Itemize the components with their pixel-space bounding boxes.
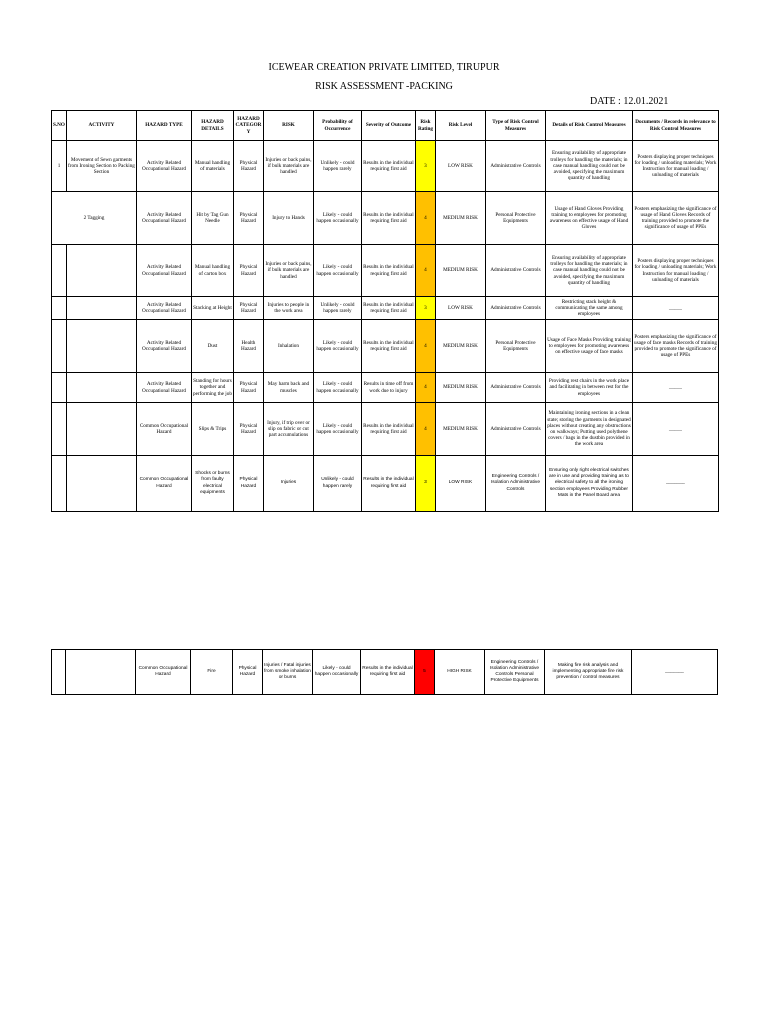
cell-risk: Injuries to people in the work area <box>263 297 313 320</box>
cell-probability: Unlikely - could happen rarely <box>313 297 361 320</box>
cell-hazard-details: Standing for hours together and performing the job <box>191 373 233 403</box>
cell-severity: Results in the individual requiring first aid <box>361 320 415 373</box>
cell-risk-rating: 3 <box>415 297 435 320</box>
cell-control-type: Administrative Controls <box>485 245 545 297</box>
cell-control-details: Maintaining ironing sections in a clean state; storing the garments in designated places without creating any obstructions on walkways; Putting used polythene covers / bags in the dustbin provided in the work area <box>545 403 632 456</box>
cell-risk-level: LOW RISK <box>435 141 485 192</box>
col-header-control-details: Details of Risk Control Measures <box>545 111 632 141</box>
col-header-control-type: Type of Risk Control Measures <box>485 111 545 141</box>
cell-control-type: Personal Protective Equipments <box>485 192 545 245</box>
cell-hazard-details: Hit by Tag Gun Needle <box>191 192 233 245</box>
cell-activity <box>66 245 136 297</box>
cell-control-details: Restricting stack height & communicating the same among employees <box>545 297 632 320</box>
col-header-risk: RISK <box>263 111 313 141</box>
cell-risk: May harm back and muscles <box>263 373 313 403</box>
cell-risk-level: MEDIUM RISK <box>435 403 485 456</box>
col-header-hazard-details: HAZARD DETAILS <box>191 111 233 141</box>
cell-hazard-type: Activity Related Occupational Hazard <box>136 373 191 403</box>
cell-severity: Results in the individual requiring first aid <box>361 456 415 512</box>
cell-risk-level: HIGH RISK <box>435 650 485 695</box>
cell-hazard-category: Physical Hazard <box>233 141 263 192</box>
table-row <box>52 192 719 245</box>
cell-sno <box>52 403 67 456</box>
cell-control-type: Engineering Controls / Isolation Administrative Controls Personal Protective Equipments <box>485 650 545 695</box>
cell-hazard-type: Common Occupational Hazard <box>136 456 191 512</box>
cell-risk-level: MEDIUM RISK <box>435 245 485 297</box>
cell-hazard-category: Physical Hazard <box>233 650 263 695</box>
cell-sno: 2 <box>83 214 87 221</box>
cell-activity <box>66 650 136 695</box>
header-row <box>52 111 719 141</box>
cell-severity: Results in the individual requiring first aid <box>361 650 415 695</box>
cell-risk-rating: 3 <box>415 456 435 512</box>
table-row <box>52 297 719 320</box>
cell-severity: Results in the individual requiring first aid <box>361 297 415 320</box>
risk-assessment-table-continued <box>51 649 718 695</box>
cell-sno <box>52 373 67 403</box>
col-header-probability: Probability of Occurrence <box>313 111 361 141</box>
cell-hazard-type: Activity Related Occupational Hazard <box>136 320 191 373</box>
cell-documents: _______ <box>632 650 718 695</box>
table-row <box>52 403 719 456</box>
cell-documents: Posters displaying proper techniques for loading / unloading materials; Work Instruction for manual loading / unloading of materials <box>632 245 718 297</box>
cell-risk-rating: 4 <box>415 403 435 456</box>
cell-sno-activity <box>52 192 137 245</box>
table-row <box>52 373 719 403</box>
cell-probability: Likely - could happen occasionally <box>313 650 361 695</box>
table-row <box>52 650 718 695</box>
cell-documents: Posters displaying proper techniques for loading / unloading materials; Work Instruction for manual loading / unloading of materials <box>632 141 718 192</box>
cell-control-details: Ensuring availability of appropriate trolleys for handling the materials; in case manual handling could not be avoided, specifying the maximum quantity of handling <box>545 245 632 297</box>
cell-sno: 1 <box>52 141 67 192</box>
cell-risk: Injuries / Fatal injuries from smoke inhalation or burns <box>263 650 313 695</box>
cell-activity <box>66 320 136 373</box>
cell-hazard-category: Health Hazard <box>233 320 263 373</box>
cell-risk: Injuries <box>263 456 313 512</box>
table-row <box>52 245 719 297</box>
cell-hazard-type: Activity Related Occupational Hazard <box>136 245 191 297</box>
cell-probability: Unlikely - could happen rarely <box>313 456 361 512</box>
document-date: DATE : 12.01.2021 <box>590 96 669 107</box>
cell-hazard-details: Manual handling of carton box <box>191 245 233 297</box>
table-row <box>52 456 719 512</box>
cell-risk: Injuries or back pains, if bulk materials are handled <box>263 245 313 297</box>
cell-activity: Tagging <box>87 214 105 221</box>
cell-severity: Results in time off from work due to injury <box>361 373 415 403</box>
cell-risk-level: MEDIUM RISK <box>435 373 485 403</box>
cell-hazard-category: Physical Hazard <box>233 403 263 456</box>
cell-control-details: Usage of Face Masks Providing training to employees for promoting awareness on effective usage of face masks <box>545 320 632 373</box>
cell-severity: Results in the individual requiring first aid <box>361 245 415 297</box>
cell-probability: Likely - could happen occasionally <box>313 192 361 245</box>
table-row <box>52 141 719 192</box>
cell-control-details: Usage of Hand Gloves Providing training to employees for promoting awareness on effective usage of Hand Gloves <box>545 192 632 245</box>
cell-control-type: Administrative Controls <box>485 141 545 192</box>
cell-activity: Movement of Sewn garments from Ironing Section to Packing Section <box>66 141 136 192</box>
col-header-risk-rating: Risk Rating <box>415 111 435 141</box>
cell-probability: Likely - could happen occasionally <box>313 245 361 297</box>
cell-probability: Likely - could happen occasionally <box>313 320 361 373</box>
cell-severity: Results in the individual requiring first aid <box>361 141 415 192</box>
cell-hazard-type: Common Occupational Hazard <box>136 650 191 695</box>
cell-risk-rating: 3 <box>415 141 435 192</box>
cell-control-type: Administrative Controls <box>485 403 545 456</box>
cell-risk-rating: 4 <box>415 320 435 373</box>
cell-risk: Inhalation <box>263 320 313 373</box>
col-header-severity: Severity of Outcome <box>361 111 415 141</box>
cell-risk-level: MEDIUM RISK <box>435 320 485 373</box>
cell-hazard-category: Physical Hazard <box>233 373 263 403</box>
col-header-documents: Documents / Records in relevance to Risk Control Measures <box>632 111 718 141</box>
cell-probability: Likely - could happen occasionally <box>313 403 361 456</box>
cell-sno <box>52 650 66 695</box>
cell-activity <box>66 373 136 403</box>
cell-hazard-category: Physical Hazard <box>233 297 263 320</box>
cell-hazard-type: Common Occupational Hazard <box>136 403 191 456</box>
cell-sno <box>52 320 67 373</box>
cell-control-details: Ensuring only right electrical switches are in use and providing training as to electrical safety to all the ironing section employees Providing Rubber Mats in the Panel Board area <box>545 456 632 512</box>
cell-risk-level: LOW RISK <box>435 456 485 512</box>
cell-hazard-type: Activity Related Occupational Hazard <box>136 141 191 192</box>
cell-hazard-type: Activity Related Occupational Hazard <box>136 192 191 245</box>
cell-hazard-category: Physical Hazard <box>233 245 263 297</box>
risk-assessment-table <box>51 110 719 512</box>
cell-severity: Results in the individual requiring first aid <box>361 403 415 456</box>
cell-hazard-details: Manual handling of materials <box>191 141 233 192</box>
cell-risk-rating: 4 <box>415 192 435 245</box>
cell-risk-level: MEDIUM RISK <box>435 192 485 245</box>
col-header-hazard-type: HAZARD TYPE <box>136 111 191 141</box>
cell-documents: Posters emphasizing the significance of usage of face masks Records of training provided to promote the significance of usage of PPEs <box>632 320 718 373</box>
cell-sno <box>52 245 67 297</box>
cell-hazard-type: Activity Related Occupational Hazard <box>136 297 191 320</box>
col-header-sno: S.NO <box>52 111 67 141</box>
cell-documents: Posters emphasizing the significance of usage of Hand Gloves Records of training provided to promote the significance of usage of PPEs <box>632 192 718 245</box>
cell-hazard-details: Stacking at Height <box>191 297 233 320</box>
col-header-risk-level: Risk Level <box>435 111 485 141</box>
cell-documents: _____ <box>632 373 718 403</box>
col-header-activity: ACTIVITY <box>66 111 136 141</box>
cell-hazard-details: Slips & Trips <box>191 403 233 456</box>
cell-risk: Injuries or back pains, if bulk materials are handled <box>263 141 313 192</box>
table-row <box>52 320 719 373</box>
cell-sno <box>52 297 67 320</box>
cell-probability: Unlikely - could happen rarely <box>313 141 361 192</box>
cell-documents: _____ <box>632 403 718 456</box>
cell-control-details: Making fire risk analysis and implementing appropriate fire risk prevention / control measures <box>545 650 632 695</box>
cell-documents: _____ <box>632 297 718 320</box>
cell-activity <box>66 297 136 320</box>
cell-probability: Likely - could happen occasionally <box>313 373 361 403</box>
cell-hazard-details: Dust <box>191 320 233 373</box>
cell-risk: Injury, if trip over or slip on fabric or cut part accumulations <box>263 403 313 456</box>
cell-hazard-details: Fire <box>191 650 233 695</box>
cell-sno <box>52 456 67 512</box>
cell-control-type: Engineering Controls / Isolation Administrative Controls <box>485 456 545 512</box>
document-title: RISK ASSESSMENT -PACKING <box>315 81 453 92</box>
cell-risk: Injury to Hands <box>263 192 313 245</box>
cell-hazard-category: Physical Hazard <box>233 192 263 245</box>
cell-hazard-details: Shocks or burns from faulty electrical equipments <box>191 456 233 512</box>
cell-activity <box>66 456 136 512</box>
cell-control-type: Administrative Controls <box>485 373 545 403</box>
cell-control-type: Administrative Controls <box>485 297 545 320</box>
cell-control-details: Ensuring availability of appropriate trolleys for handling the materials; in case manual handling could not be avoided, specifying the maximum quantity of handling <box>545 141 632 192</box>
cell-risk-rating: 5 <box>415 650 435 695</box>
cell-hazard-category: Physical Hazard <box>233 456 263 512</box>
cell-control-details: Providing rest chairs in the work place and facilitating in between rest for the employees <box>545 373 632 403</box>
cell-activity <box>66 403 136 456</box>
cell-control-type: Personal Protective Equipments <box>485 320 545 373</box>
company-name: ICEWEAR CREATION PRIVATE LIMITED, TIRUPUR <box>268 62 500 73</box>
cell-severity: Results in the individual requiring first aid <box>361 192 415 245</box>
cell-documents: _______ <box>632 456 718 512</box>
cell-risk-level: LOW RISK <box>435 297 485 320</box>
col-header-hazard-category: HAZARD CATEGOR Y <box>233 111 263 141</box>
cell-risk-rating: 4 <box>415 245 435 297</box>
cell-risk-rating: 4 <box>415 373 435 403</box>
